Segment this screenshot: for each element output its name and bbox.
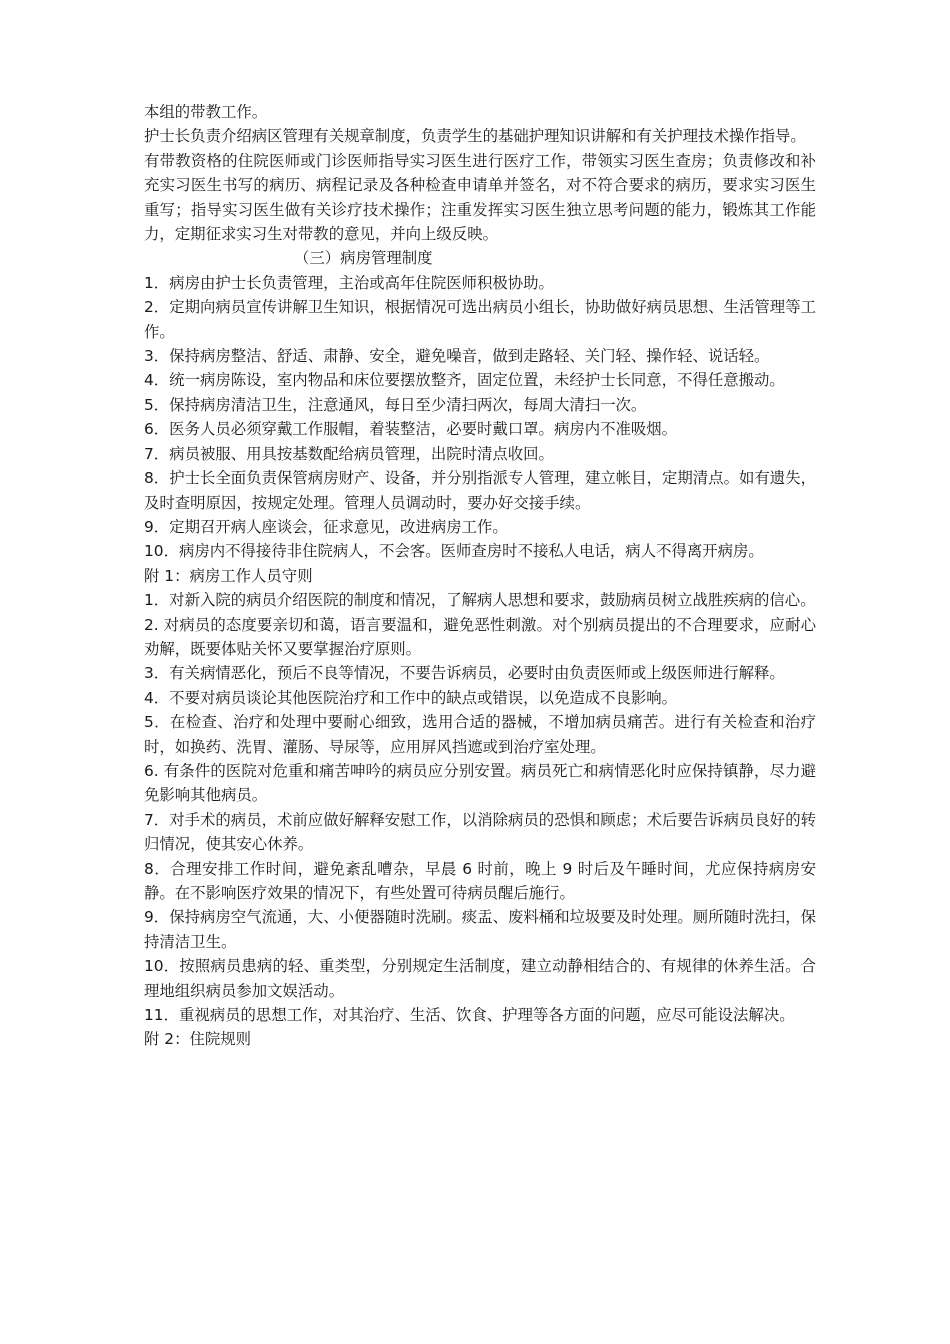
ward-rule-3: 3．保持病房整洁、舒适、肃静、安全，避免噪音，做到走路轻、关门轻、操作轻、说话轻。 [144, 347, 770, 366]
ward-rule-8: 8．护士长全面负责保管病房财产、设备，并分别指派专人管理，建立帐目，定期清点。如有遗失，及时查明原因，按规定处理。管理人员调动时，要办好交接手续。 [144, 469, 816, 512]
staff-rule-5: 5．在检查、治疗和处理中要耐心细致，选用合适的器械，不增加病员痛苦。进行有关检查和治疗时，如换药、洗胃、灌肠、导尿等，应用屏风挡遮或到治疗室处理。 [144, 713, 816, 756]
paragraph-resident-physician: 有带教资格的住院医师或门诊医师指导实习医生进行医疗工作，带领实习医生查房；负责修改和补充实习医生书写的病历、病程记录及各种检查申请单并签名，对不符合要求的病历，要求实习医生重写；指导实习医生做有关诊疗技术操作；注重发挥实习医生独立思考问题的能力，锻炼其工作能力，定期征求实习生对带教的意见，并向上级反映。 [144, 151, 816, 244]
paragraph-head-nurse: 护士长负责介绍病区管理有关规章制度，负责学生的基础护理知识讲解和有关护理技术操作指导。 [144, 127, 806, 146]
ward-rule-7: 7．病员被服、用具按基数配给病员管理，出院时清点收回。 [144, 444, 554, 463]
document-body [144, 100, 816, 1052]
staff-rule-11: 11．重视病员的思想工作，对其治疗、生活、饮食、护理等各方面的问题，应尽可能设法解决。 [144, 1006, 795, 1025]
staff-rule-1: 1．对新入院的病员介绍医院的制度和情况，了解病人思想和要求，鼓励病员树立战胜疾病的信心。 [144, 591, 816, 610]
staff-rule-4: 4．不要对病员谈论其他医院治疗和工作中的缺点或错误，以免造成不良影响。 [144, 688, 678, 707]
paragraph-intro-end: 本组的带教工作。 [144, 103, 268, 121]
ward-rule-6: 6．医务人员必须穿戴工作服帽，着装整洁，必要时戴口罩。病房内不准吸烟。 [144, 420, 678, 439]
ward-rule-5: 5．保持病房清洁卫生，注意通风，每日至少清扫两次，每周大清扫一次。 [144, 395, 647, 414]
appendix-1-heading: 附 1：病房工作人员守则 [144, 566, 313, 585]
staff-rule-3: 3．有关病情恶化，预后不良等情况，不要告诉病员，必要时由负责医师或上级医师进行解释。 [144, 664, 785, 683]
ward-rule-2: 2．定期向病员宣传讲解卫生知识，根据情况可选出病员小组长，协助做好病员思想、生活管理等工作。 [144, 298, 816, 341]
ward-rule-4: 4．统一病房陈设，室内物品和床位要摆放整齐，固定位置，未经护士长同意，不得任意搬动。 [144, 371, 785, 390]
staff-rule-2: 2. 对病员的态度要亲切和蔼，语言要温和，避免恶性刺激。对个别病员提出的不合理要求，应耐心劝解，既要体贴关怀又要掌握治疗原则。 [144, 615, 816, 658]
ward-rule-1: 1．病房由护士长负责管理，主治或高年住院医师积极协助。 [144, 273, 554, 292]
staff-rule-6: 6. 有条件的医院对危重和痛苦呻吟的病员应分别安置。病员死亡和病情恶化时应保持镇静，尽力避免影响其他病员。 [144, 761, 816, 805]
appendix-2-heading: 附 2：住院规则 [144, 1030, 252, 1049]
section-heading-ward-management: （三）病房管理制度 [294, 249, 433, 268]
ward-rule-9: 9．定期召开病人座谈会，征求意见，改进病房工作。 [144, 517, 508, 536]
staff-rule-7: 7．对手术的病员，术前应做好解释安慰工作，以消除病员的恐惧和顾虑；术后要告诉病员良好的转归情况，使其安心休养。 [144, 810, 816, 854]
staff-rule-10: 10．按照病员患病的轻、重类型，分别规定生活制度，建立动静相结合的、有规律的休养生活。合理地组织病员参加文娱活动。 [144, 957, 816, 1000]
staff-rule-9: 9．保持病房空气流通，大、小便器随时洗刷。痰盂、废料桶和垃圾要及时处理。厕所随时洗扫，保持清洁卫生。 [144, 908, 816, 951]
ward-rule-10: 10．病房内不得接待非住院病人，不会客。医师查房时不接私人电话，病人不得离开病房。 [144, 542, 764, 561]
staff-rule-8: 8．合理安排工作时间，避免紊乱嘈杂，早晨 6 时前，晚上 9 时后及午睡时间，尤应保持病房安静。在不影响医疗效果的情况下，有些处置可待病员醒后施行。 [144, 859, 816, 902]
